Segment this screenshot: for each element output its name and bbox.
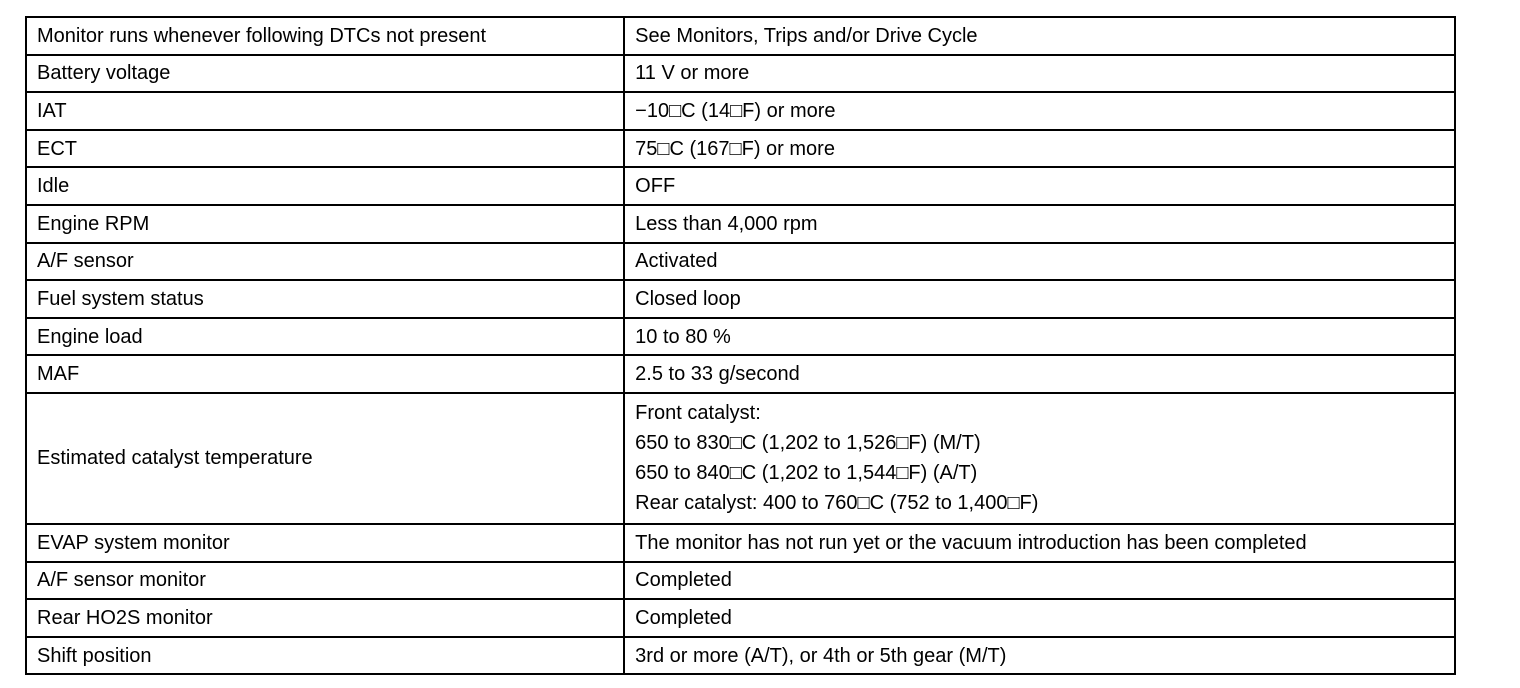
parameter-cell: A/F sensor (26, 243, 624, 281)
parameter-cell: IAT (26, 92, 624, 130)
value-cell: Less than 4,000 rpm (624, 205, 1455, 243)
parameter-cell: Fuel system status (26, 280, 624, 318)
value-cell: 75□C (167□F) or more (624, 130, 1455, 168)
table-row (26, 524, 1455, 562)
table-row (26, 17, 1455, 55)
value-cell: The monitor has not run yet or the vacuum introduction has been completed (624, 524, 1455, 562)
value-line: Front catalyst: (635, 402, 761, 425)
table-row (26, 393, 1455, 524)
value-cell: Completed (624, 562, 1455, 600)
table-row (26, 55, 1455, 93)
value-cell: Closed loop (624, 280, 1455, 318)
parameter-cell: Shift position (26, 637, 624, 675)
catalyst-temperature-lines (635, 398, 1454, 518)
table-row (26, 562, 1455, 600)
table-row (26, 318, 1455, 356)
value-cell: OFF (624, 167, 1455, 205)
value-line: Rear catalyst: 400 to 760□C (752 to 1,400□F) (635, 492, 1039, 515)
parameter-cell: Battery voltage (26, 55, 624, 93)
parameter-cell: EVAP system monitor (26, 524, 624, 562)
parameter-cell: Rear HO2S monitor (26, 599, 624, 637)
value-cell: 3rd or more (A/T), or 4th or 5th gear (M/T) (624, 637, 1455, 675)
table-row (26, 205, 1455, 243)
value-line: 650 to 830□C (1,202 to 1,526□F) (M/T) (635, 432, 981, 455)
table-row (26, 92, 1455, 130)
parameter-cell: MAF (26, 355, 624, 393)
table-row (26, 167, 1455, 205)
parameter-cell: A/F sensor monitor (26, 562, 624, 600)
conditions-table (25, 16, 1456, 675)
value-cell: Activated (624, 243, 1455, 281)
table-row (26, 280, 1455, 318)
table-row (26, 243, 1455, 281)
value-cell: 2.5 to 33 g/second (624, 355, 1455, 393)
table-row (26, 130, 1455, 168)
value-cell: −10□C (14□F) or more (624, 92, 1455, 130)
value-cell: 10 to 80 % (624, 318, 1455, 356)
parameter-cell: Engine RPM (26, 205, 624, 243)
value-cell (624, 393, 1455, 524)
parameter-cell: Monitor runs whenever following DTCs not present (26, 17, 624, 55)
value-line: 650 to 840□C (1,202 to 1,544□F) (A/T) (635, 462, 978, 485)
table-row (26, 355, 1455, 393)
parameter-cell: Idle (26, 167, 624, 205)
value-cell: Completed (624, 599, 1455, 637)
parameter-cell: ECT (26, 130, 624, 168)
table-row (26, 637, 1455, 675)
value-cell: 11 V or more (624, 55, 1455, 93)
parameter-cell: Estimated catalyst temperature (26, 393, 624, 524)
parameter-cell: Engine load (26, 318, 624, 356)
value-cell: See Monitors, Trips and/or Drive Cycle (624, 17, 1455, 55)
table-row (26, 599, 1455, 637)
